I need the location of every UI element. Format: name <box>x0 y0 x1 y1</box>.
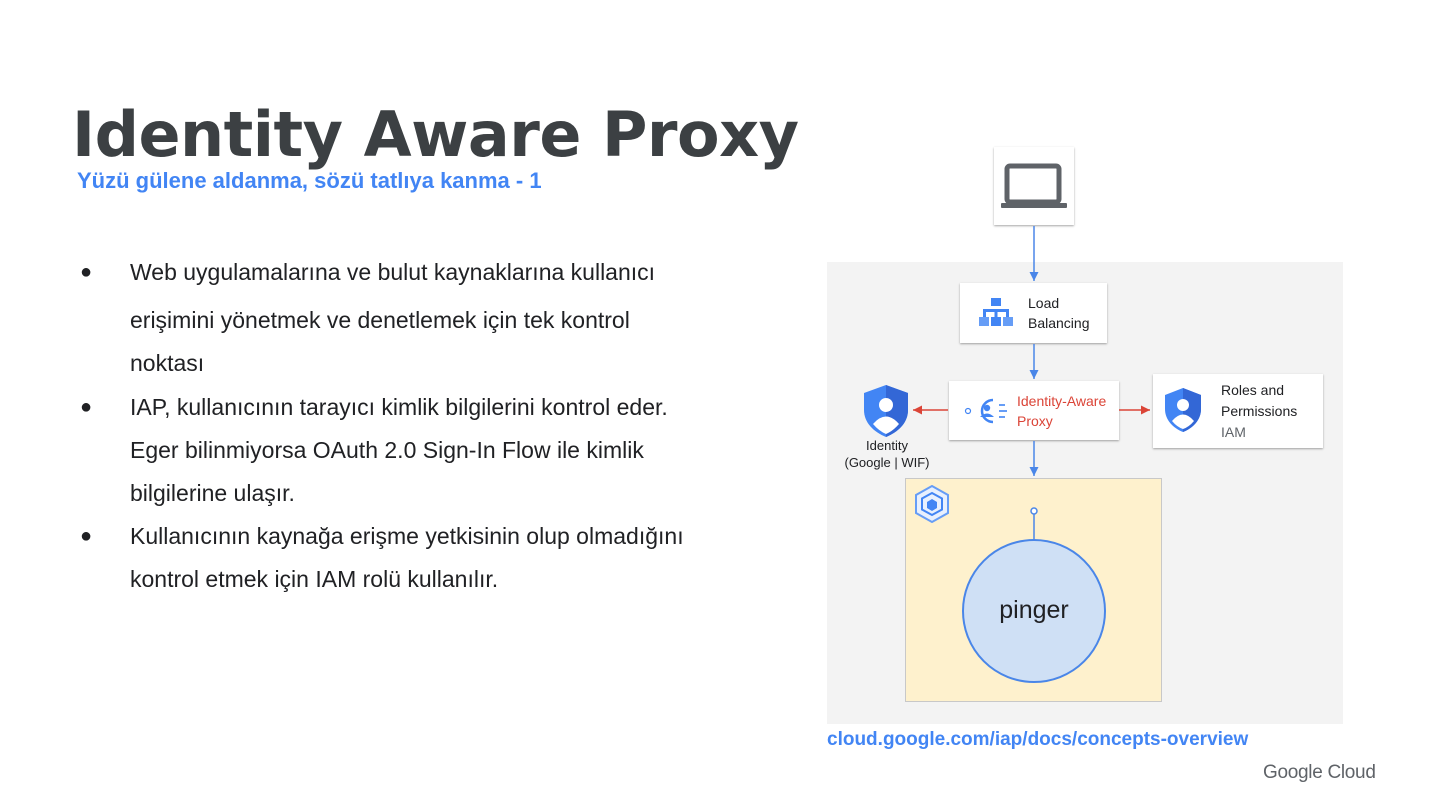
bullet-marker: ● <box>80 396 93 418</box>
iam-label: Permissions <box>1221 403 1298 419</box>
google-cloud-logo: Google Cloud <box>1263 762 1376 783</box>
load-balancing-label: Load <box>1028 295 1060 311</box>
bullet-text: Web uygulamalarına ve bulut kaynaklarına kullanıcı <box>130 259 656 285</box>
iam-sublabel: IAM <box>1221 424 1246 440</box>
bullet-marker: ● <box>80 525 93 547</box>
load-balancing-label: Balancing <box>1028 315 1090 331</box>
bullet-marker: ● <box>80 261 93 283</box>
iam-label: Roles and <box>1221 382 1285 398</box>
bullet-text: bilgilerine ulaşır. <box>130 480 295 506</box>
slide-title: Identity Aware Proxy <box>72 98 799 171</box>
iap-label: Identity-Aware <box>1017 393 1107 409</box>
pinger-label: pinger <box>999 596 1069 624</box>
bullet-text: kontrol etmek için IAM rolü kullanılır. <box>130 566 499 592</box>
bullet-text: Kullanıcının kaynağa erişme yetkisinin olup olmadığını <box>130 523 684 549</box>
identity-label: Identity <box>866 438 908 453</box>
identity-label: (Google | WIF) <box>844 455 930 470</box>
slide-subtitle: Yüzü gülene aldanma, sözü tatlıya kanma - 1 <box>77 168 542 193</box>
pinger-endpoint <box>1031 508 1037 514</box>
docs-link[interactable]: cloud.google.com/iap/docs/concepts-overview <box>827 729 1249 750</box>
bullet-text: erişimini yönetmek ve denetlemek için tek kontrol <box>130 307 630 333</box>
bullet-text: Eger bilinmiyorsa OAuth 2.0 Sign-In Flow ile kimlik <box>130 437 644 463</box>
bullet-text: noktası <box>130 350 205 376</box>
iap-label: Proxy <box>1017 413 1053 429</box>
bullet-text: IAP, kullanıcının tarayıcı kimlik bilgilerini kontrol eder. <box>130 394 668 420</box>
